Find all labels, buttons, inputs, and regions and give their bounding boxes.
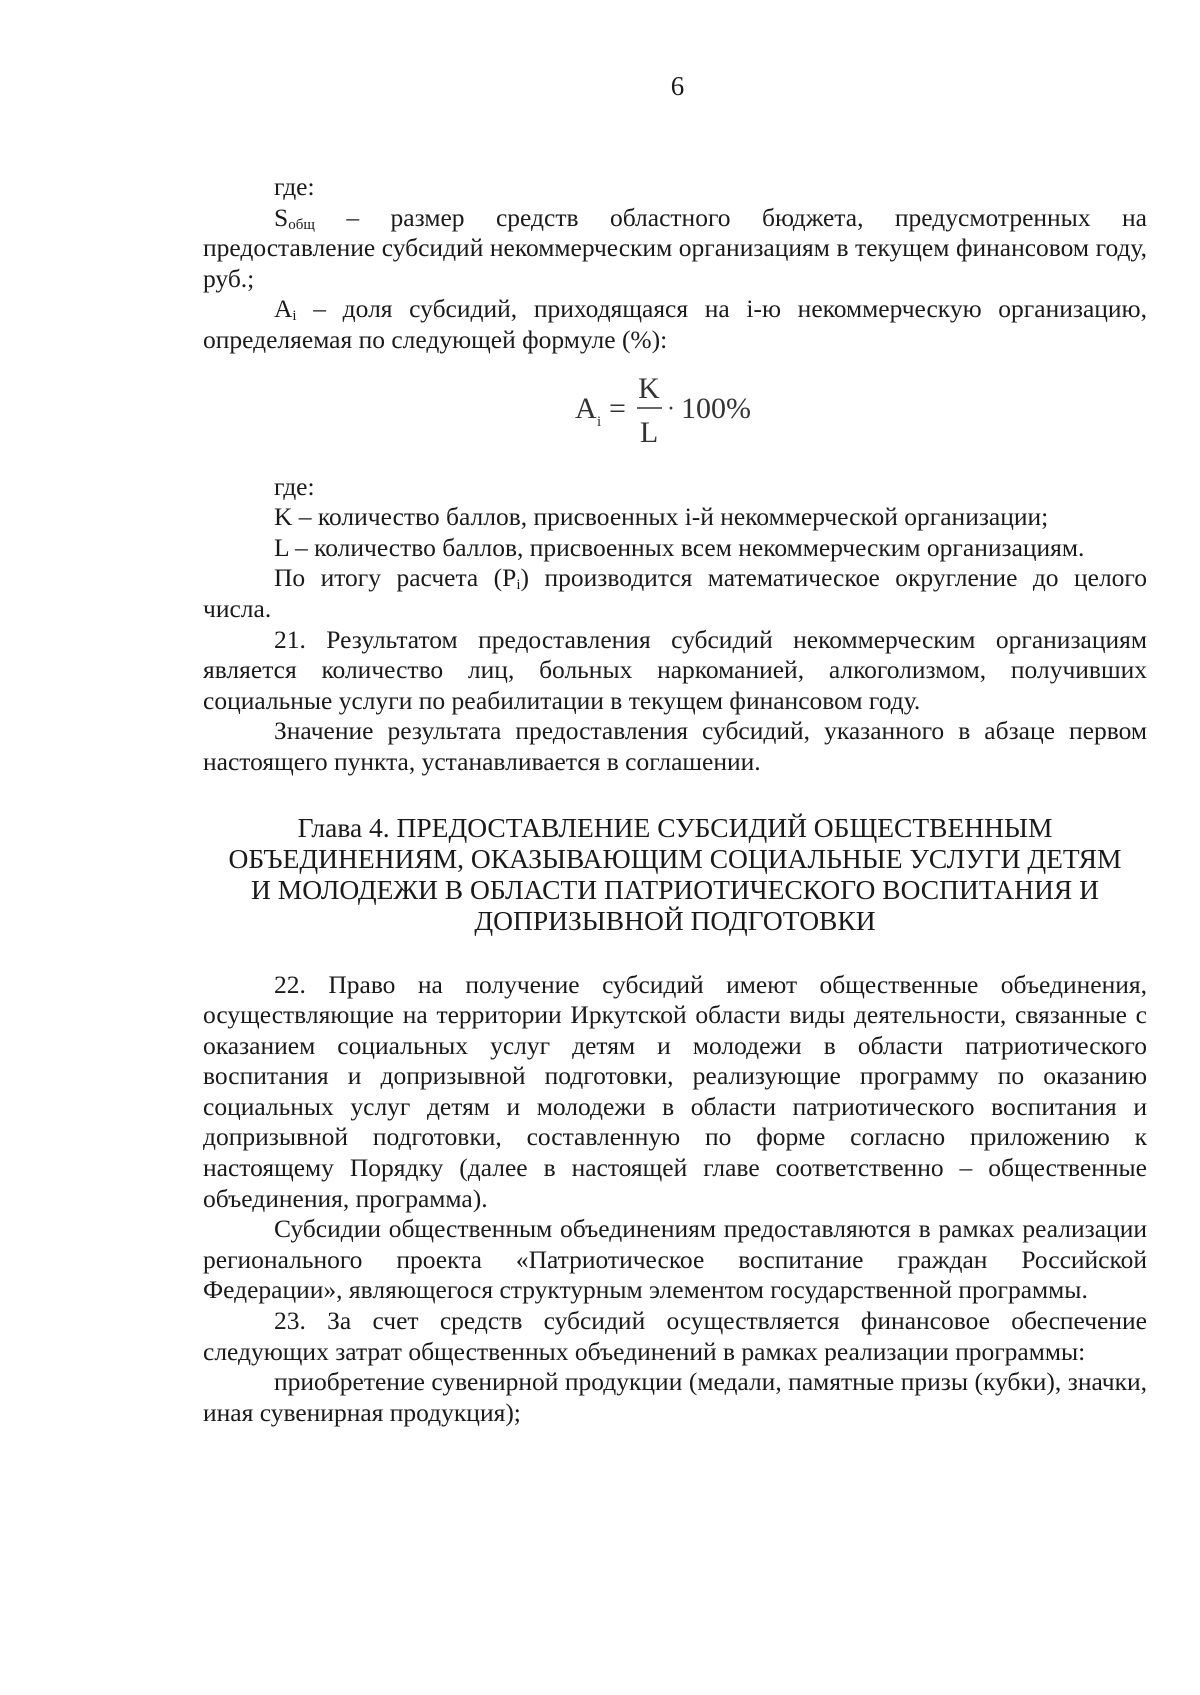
paragraph-22: 22. Право на получение субсидий имеют общественные объединения, осуществляющие на территории Иркутской области виды деятельности, связанные с оказанием социальных услуг детям и молодежи в области патриотического воспитания и допризывной подготовки, реализующие программу по оказанию социальных услуг детям и молодежи в области патриотического воспитания и допризывной подготовки, составленную по форме согласно приложению к настоящему Порядку (далее в настоящей главе соответственно – общественные объединения, программа). bbox=[203, 969, 1147, 1213]
formula-equals: = bbox=[609, 391, 626, 425]
formula-percent: 100% bbox=[681, 391, 751, 425]
s-total-definition bbox=[203, 203, 1147, 295]
where-label-1: где: bbox=[274, 172, 315, 201]
a-i-symbol: A bbox=[274, 294, 293, 324]
formula-denominator: L bbox=[639, 415, 659, 449]
paragraph-23-item-1: приобретение сувенирной продукции (медали, памятные призы (кубки), значки, иная сувенирная продукция); bbox=[203, 1367, 1147, 1427]
a-i-text: – доля субсидий, приходящаяся на i-ю некоммерческую организацию, определяемая по следующей формуле (%): bbox=[203, 294, 1147, 354]
page-number: 6 bbox=[670, 71, 685, 101]
rounding-text-a: По итогу расчета (P bbox=[274, 563, 517, 593]
where-label-2: где: bbox=[274, 471, 315, 501]
a-i-subscript: i bbox=[292, 308, 297, 325]
paragraph-21-value: Значение результата предоставления субсидий, указанного в абзаце первом настоящего пункта, устанавливается в соглашении. bbox=[203, 716, 1147, 776]
s-total-symbol: S bbox=[274, 202, 289, 232]
a-i-definition bbox=[203, 294, 1147, 355]
paragraph-22-subsidies: Субсидии общественным объединениям предоставляются в рамках реализации регионального проекта «Патриотическое воспитание граждан Российской Федерации», являющегося структурным элементом государственной программы. bbox=[203, 1214, 1147, 1305]
s-total-subscript: общ bbox=[288, 216, 315, 233]
chapter-4-heading-line-4: ДОПРИЗЫВНОЙ ПОДГОТОВКИ bbox=[474, 904, 876, 936]
rounding-paragraph bbox=[203, 563, 1147, 624]
document-body bbox=[203, 172, 1147, 1428]
l-definition: L – количество баллов, присвоенных всем некоммерческим организациям. bbox=[274, 532, 1085, 562]
formula-lhs-subscript: i bbox=[597, 413, 602, 430]
chapter-4-heading-line-3: И МОЛОДЕЖИ В ОБЛАСТИ ПАТРИОТИЧЕСКОГО ВОСПИТАНИЯ И bbox=[251, 873, 1099, 905]
paragraph-23: 23. За счет средств субсидий осуществляется финансовое обеспечение следующих затрат общественных объединений в рамках реализации программы: bbox=[203, 1306, 1147, 1366]
s-total-text: – размер средств областного бюджета, предусмотренных на предоставление субсидий некоммерческим организациям в текущем финансовом году, руб.; bbox=[203, 202, 1147, 293]
chapter-4-heading bbox=[203, 812, 1147, 936]
share-formula bbox=[203, 356, 1147, 462]
k-definition: K – количество баллов, присвоенных i-й некоммерческой организации; bbox=[274, 502, 1049, 532]
formula-graphic bbox=[573, 360, 793, 460]
chapter-4-heading-line-1: Глава 4. ПРЕДОСТАВЛЕНИЕ СУБСИДИЙ ОБЩЕСТВЕННЫМ bbox=[297, 811, 1053, 843]
chapter-4-heading-line-2: ОБЪЕДИНЕНИЯМ, ОКАЗЫВАЮЩИМ СОЦИАЛЬНЫЕ УСЛУГИ ДЕТЯМ bbox=[228, 842, 1122, 874]
rounding-text-b: ) производится математическое округление до целого числа. bbox=[203, 563, 1147, 623]
formula-dot: · bbox=[667, 395, 675, 422]
paragraph-21: 21. Результатом предоставления субсидий некоммерческим организациям является количество лиц, больных наркоманией, алкоголизмом, получивших социальные услуги по реабилитации в текущем финансовом году. bbox=[203, 624, 1147, 715]
formula-numerator: K bbox=[638, 371, 660, 405]
rounding-subscript: i bbox=[516, 577, 521, 594]
formula-lhs: A bbox=[575, 391, 597, 425]
